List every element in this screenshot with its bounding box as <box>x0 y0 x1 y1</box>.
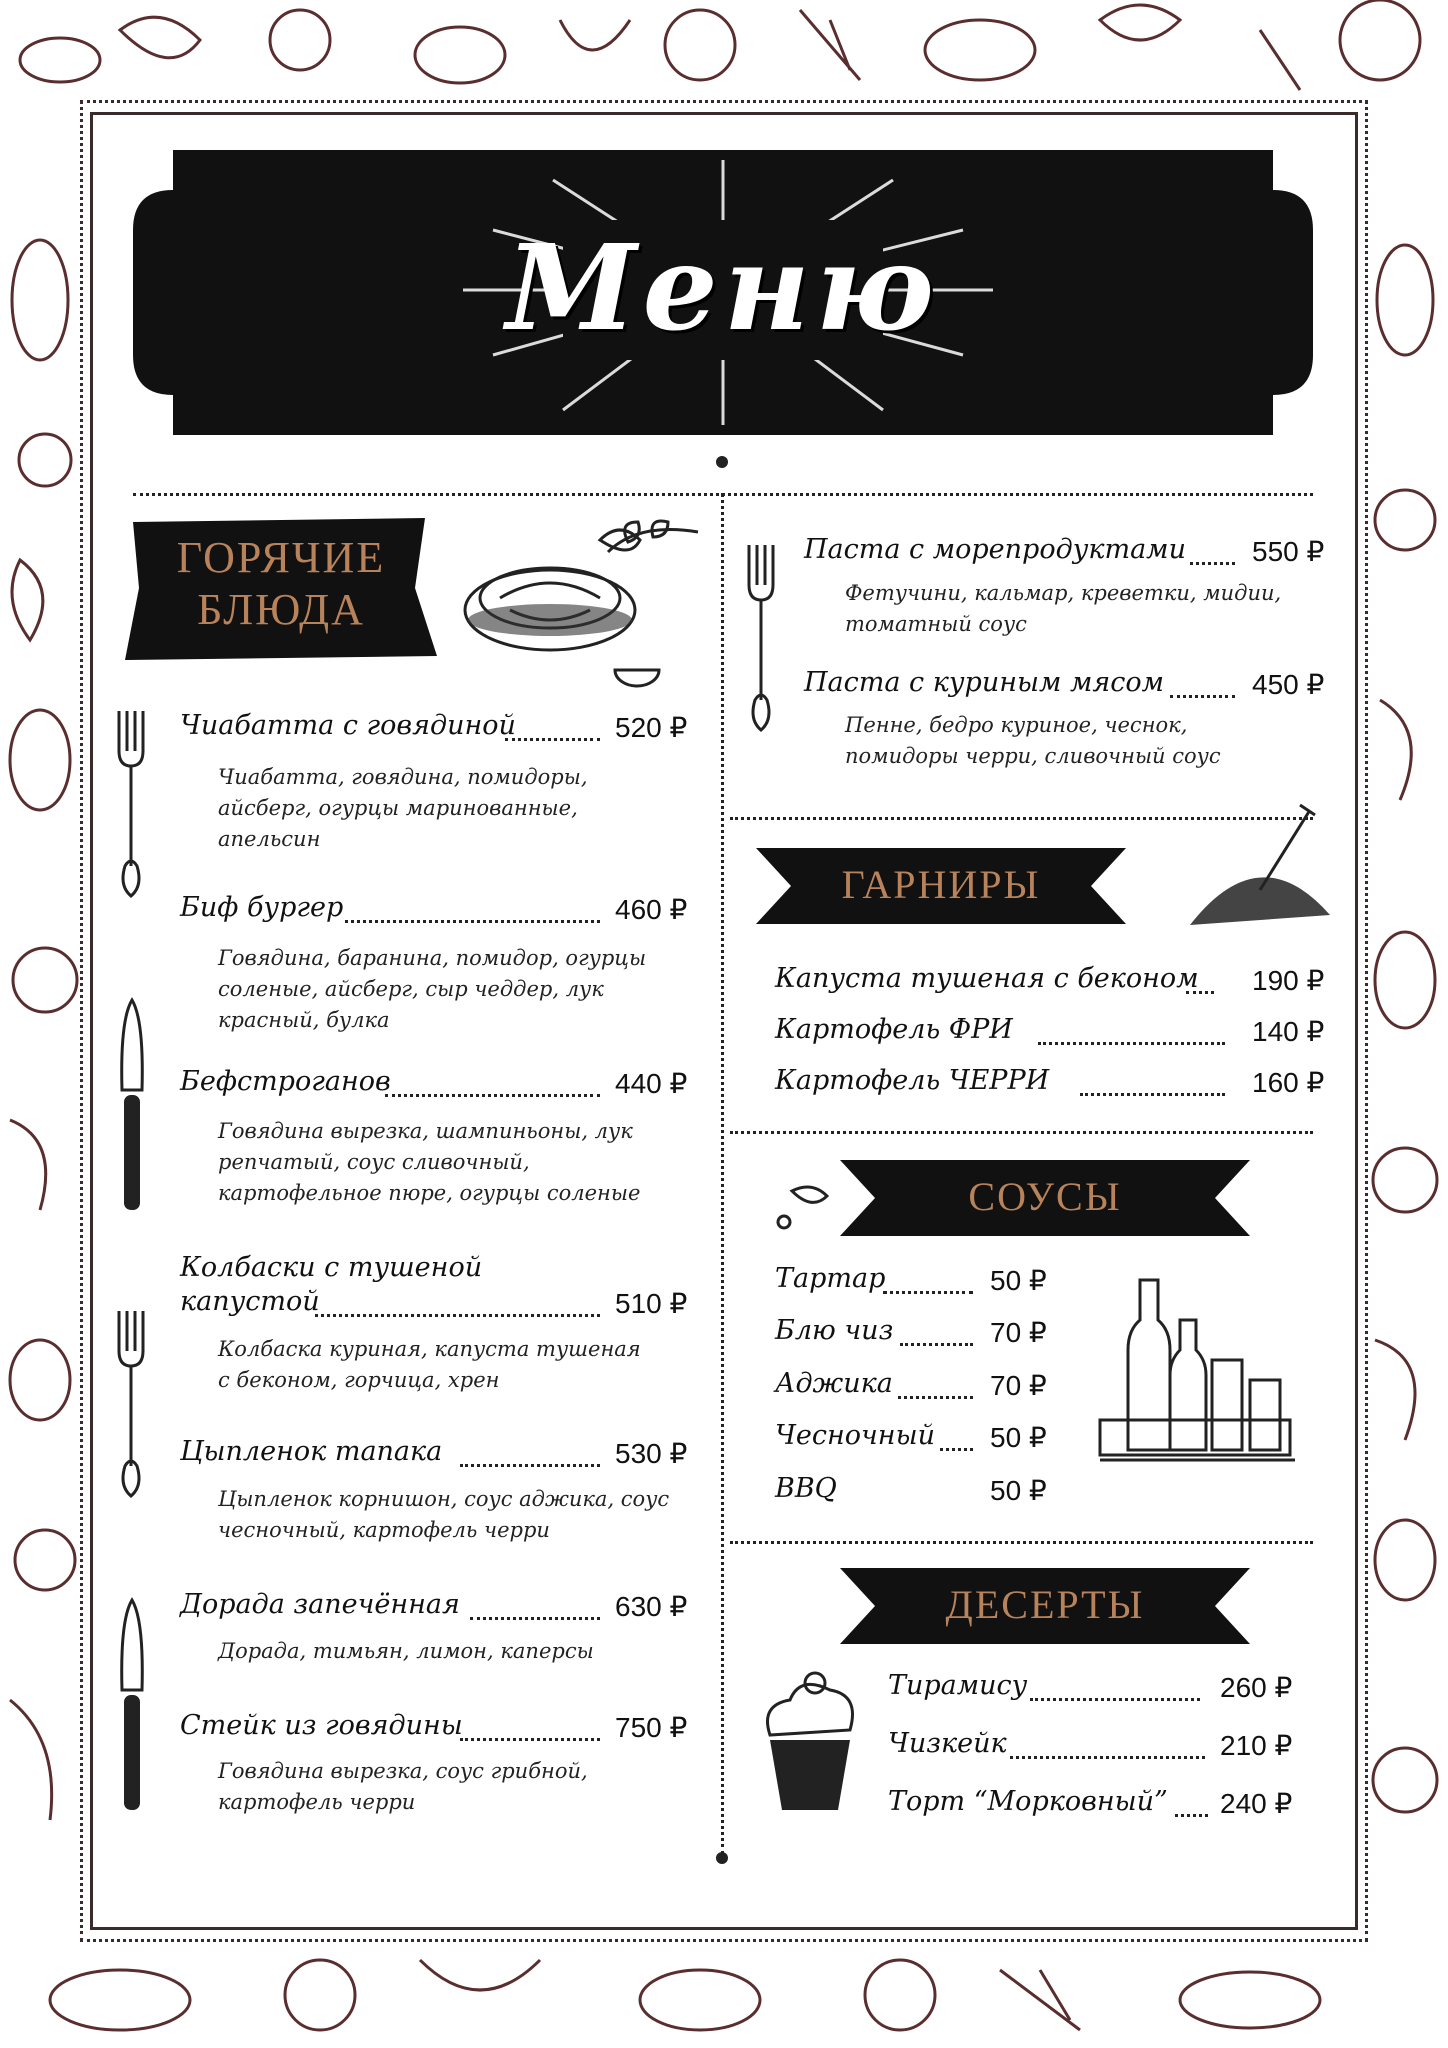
sides-tag <box>756 848 1126 924</box>
dessert-name: Торт “Морковный” <box>888 1786 1168 1817</box>
dessert-name: Чизкейк <box>888 1728 1007 1759</box>
dish-description: Говядина, баранина, помидор, огурцы соленые, айсберг, сыр чеддер, лук красный, булка <box>218 946 647 1032</box>
dish-description: Колбаска куриная, капуста тушеная с беконом, горчица, хрен <box>218 1337 641 1392</box>
dish-name-line2: капустой <box>180 1286 320 1317</box>
leader-dots <box>505 738 600 741</box>
menu-banner <box>133 150 1313 435</box>
dish-price: 510 ₽ <box>615 1288 688 1319</box>
sauces-tag <box>840 1160 1250 1236</box>
dish-name: Цыпленок тапака <box>180 1436 443 1467</box>
dish-description: Дорада, тимьян, лимон, каперсы <box>218 1639 594 1663</box>
dish-price: 520 ₽ <box>615 712 688 743</box>
dish-price: 530 ₽ <box>615 1438 688 1469</box>
pasta-price: 550 ₽ <box>1252 536 1325 567</box>
dish-price: 460 ₽ <box>615 894 688 925</box>
fork-icon <box>114 1306 148 1511</box>
leader-dots <box>1175 1814 1208 1817</box>
knife-icon <box>118 1595 146 1820</box>
sauce-price: 50 ₽ <box>990 1265 1047 1296</box>
dish-name: Чиабатта с говядиной <box>180 710 516 741</box>
leader-dots <box>900 1343 973 1346</box>
leader-dots <box>1030 1698 1200 1701</box>
divider-pin-bottom <box>716 1852 728 1864</box>
cupcake-illustration <box>755 1665 865 1815</box>
sauce-bottles-illustration <box>1080 1260 1300 1480</box>
fork-icon <box>744 540 778 745</box>
column-divider <box>721 493 724 1855</box>
sides-title: ГАРНИРЫ <box>841 862 1041 907</box>
leader-dots <box>1080 1093 1225 1096</box>
sauce-price: 70 ₽ <box>990 1317 1047 1348</box>
leader-dots <box>883 1291 973 1294</box>
dish-price: 440 ₽ <box>615 1068 688 1099</box>
pasta-description: Фетучини, кальмар, креветки, мидии, томатный соус <box>845 581 1282 636</box>
leader-dots <box>315 1314 600 1317</box>
knife-icon <box>118 995 146 1220</box>
leader-dots <box>898 1396 973 1399</box>
side-name: Капуста тушеная с беконом <box>775 963 1199 994</box>
side-price: 160 ₽ <box>1252 1067 1325 1098</box>
side-price: 140 ₽ <box>1252 1016 1325 1047</box>
hot-dishes-tag <box>125 518 437 660</box>
hot-dishes-title-line1: ГОРЯЧИЕ <box>176 533 386 582</box>
leader-dots <box>1038 1042 1225 1045</box>
dish-description: Цыпленок корнишон, соус аджика, соус чесночный, картофель черри <box>218 1487 670 1542</box>
fork-icon <box>114 706 148 911</box>
leader-dots <box>460 1464 600 1467</box>
dish-name-line1: Колбаски с тушеной <box>180 1252 483 1283</box>
dish-description: Говядина вырезка, шампиньоны, лук репчатый, соус сливочный, картофельное пюре, огурцы соленые <box>218 1119 641 1205</box>
dessert-price: 240 ₽ <box>1220 1788 1293 1819</box>
leader-dots <box>1170 695 1235 698</box>
dish-description: Чиабатта, говядина, помидоры, айсберг, огурцы маринованные, апельсин <box>218 765 588 851</box>
sides-sauces-divider <box>730 1131 1313 1134</box>
dish-name: Стейк из говядины <box>180 1710 463 1741</box>
dish-description: Говядина вырезка, соус грибной, картофель черри <box>218 1759 588 1814</box>
sauce-name: Блю чиз <box>775 1315 894 1346</box>
divider-pin <box>716 456 728 468</box>
sauce-price: 50 ₽ <box>990 1475 1047 1506</box>
dish-name: Бефстроганов <box>180 1066 391 1097</box>
rice-illustration <box>1180 800 1340 935</box>
leader-dots <box>345 920 600 923</box>
side-name: Картофель ФРИ <box>775 1014 1013 1045</box>
menu-title: Меню <box>506 218 940 357</box>
herb-icon <box>772 1176 842 1232</box>
side-name: Картофель ЧЕРРИ <box>775 1065 1050 1096</box>
leader-dots <box>940 1448 973 1451</box>
herb-icon <box>598 512 708 572</box>
leader-dots <box>1186 991 1214 994</box>
pasta-name: Паста с куриным мясом <box>804 667 1164 698</box>
desserts-title: ДЕСЕРТЫ <box>945 1582 1145 1627</box>
sauce-price: 70 ₽ <box>990 1370 1047 1401</box>
pasta-description: Пенне, бедро куриное, чеснок, помидоры черри, сливочный соус <box>845 713 1221 768</box>
dish-name: Дорада запечённая <box>180 1589 460 1620</box>
sauces-title: СОУСЫ <box>968 1174 1122 1219</box>
dish-price: 750 ₽ <box>615 1712 688 1743</box>
dish-name: Биф бургер <box>180 892 344 923</box>
sauce-name: Аджика <box>775 1368 893 1399</box>
side-price: 190 ₽ <box>1252 965 1325 996</box>
dish-price: 630 ₽ <box>615 1591 688 1622</box>
sauce-name: Тартар <box>775 1263 886 1294</box>
leader-dots <box>1190 562 1235 565</box>
dessert-price: 210 ₽ <box>1220 1730 1293 1761</box>
pasta-name: Паста с морепродуктами <box>804 534 1186 565</box>
sauce-price: 50 ₽ <box>990 1422 1047 1453</box>
leader-dots <box>1010 1756 1205 1759</box>
sauces-desserts-divider <box>730 1541 1313 1544</box>
leader-dots <box>460 1738 600 1741</box>
pasta-price: 450 ₽ <box>1252 669 1325 700</box>
leader-dots <box>385 1094 600 1097</box>
desserts-tag <box>840 1568 1250 1644</box>
leader-dots <box>470 1617 600 1620</box>
sauce-name: Чесночный <box>775 1420 935 1451</box>
dessert-name: Тирамису <box>888 1670 1028 1701</box>
hot-dishes-title-line2: БЛЮДА <box>197 585 365 634</box>
dessert-price: 260 ₽ <box>1220 1672 1293 1703</box>
sauce-name: BBQ <box>775 1473 837 1504</box>
